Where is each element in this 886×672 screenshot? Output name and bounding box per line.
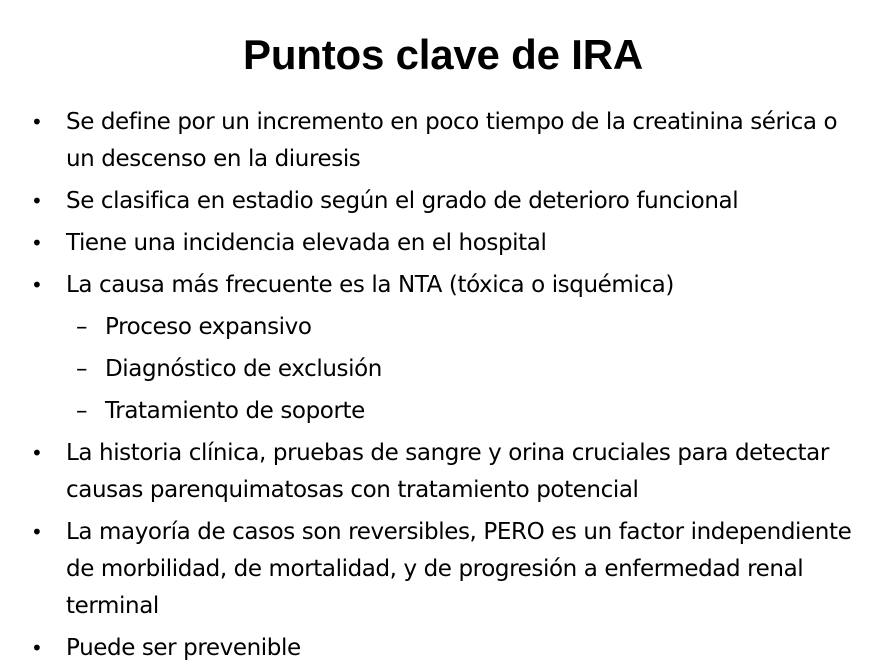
sub-bullet-item (28, 351, 858, 388)
dash-marker: – (76, 356, 88, 382)
bullet-marker: • (31, 273, 43, 297)
bullet-marker: • (31, 520, 43, 544)
bullet-marker: • (31, 189, 43, 213)
dash-marker: – (76, 314, 88, 340)
bullet-item (28, 225, 858, 262)
sub-bullet-item (28, 309, 858, 346)
slide-title: Puntos clave de IRA (243, 31, 643, 78)
bullet-item (28, 435, 858, 509)
sub-bullet-text: Proceso expansivo (105, 314, 312, 340)
bullet-text: Se define por un incremento en poco tiempo de la creatinina sérica o un descenso en la diuresis (66, 109, 838, 172)
bullet-text: La causa más frecuente es la NTA (tóxica o isquémica) (66, 272, 674, 298)
bullet-list (28, 104, 858, 672)
sub-bullet-item (28, 393, 858, 430)
bullet-marker: • (31, 231, 43, 255)
bullet-item (28, 630, 858, 667)
sub-bullet-text: Diagnóstico de exclusión (105, 356, 382, 382)
bullet-item (28, 183, 858, 220)
bullet-text: Puede ser prevenible (66, 635, 301, 661)
bullet-item (28, 267, 858, 304)
bullet-text: Se clasifica en estadio según el grado de deterioro funcional (66, 188, 739, 214)
bullet-marker: • (31, 441, 43, 465)
bullet-item (28, 514, 858, 625)
bullet-marker: • (31, 110, 43, 134)
dash-marker: – (76, 398, 88, 424)
sub-bullet-text: Tratamiento de soporte (105, 398, 365, 424)
bullet-marker: • (31, 636, 43, 660)
bullet-text: Tiene una incidencia elevada en el hospital (66, 230, 547, 256)
bullet-item (28, 104, 858, 178)
bullet-text: La mayoría de casos son reversibles, PERO es un factor independiente de morbilidad, de mortalidad, y de progresión a enfermedad renal terminal (66, 519, 852, 619)
bullet-text: La historia clínica, pruebas de sangre y orina cruciales para detectar causas parenquimatosas con tratamiento potencial (66, 440, 829, 503)
